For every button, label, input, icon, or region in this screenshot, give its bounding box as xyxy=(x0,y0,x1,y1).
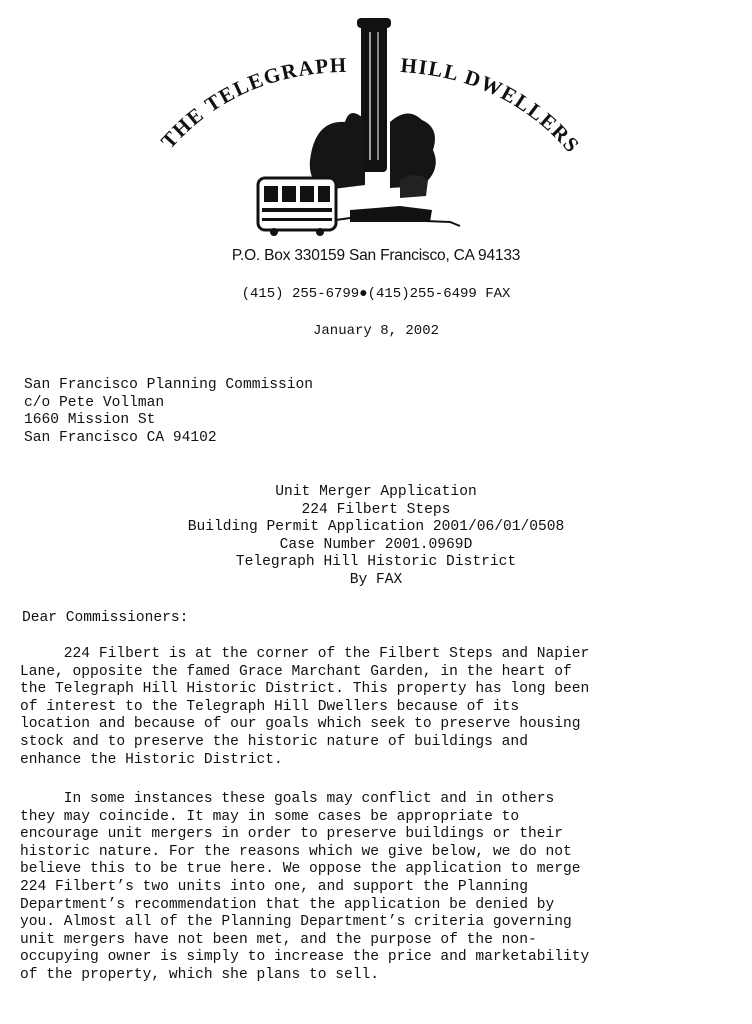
recipient-line: San Francisco Planning Commission xyxy=(24,377,314,393)
paragraph-line: stock and to preserve the historic nature of buildings and xyxy=(20,733,528,750)
salutation: Dear Commissioners: xyxy=(22,610,189,626)
subject-line: By FAX xyxy=(349,571,403,588)
paragraph-line: of the property, which she plans to sell. xyxy=(20,966,380,983)
recipient-line: 1660 Mission St xyxy=(24,412,156,429)
paragraph-line: In some instances these goals may conflict and in others xyxy=(20,791,555,807)
letterhead-address: P.O. Box 330159 San Francisco, CA 94133 xyxy=(231,247,521,264)
paragraph-line: Department’s recommendation that the application be denied by xyxy=(20,896,555,913)
paragraph-line: believe this to be true here. We oppose the application to merge xyxy=(20,861,581,878)
coit-tower-cable-car-icon xyxy=(258,18,460,236)
letter-date: January 8, 2002 xyxy=(312,323,440,339)
paragraph-line: location and because of our goals which seek to preserve housing xyxy=(20,716,581,733)
subject-line: Unit Merger Application xyxy=(275,484,477,500)
recipient-line: San Francisco CA 94102 xyxy=(24,429,217,446)
subject-line: Telegraph Hill Historic District xyxy=(235,554,517,571)
paragraph-line: occupying owner is simply to increase the price and marketability xyxy=(20,949,590,966)
subject-line: 224 Filbert Steps xyxy=(301,501,451,518)
subject-line: Case Number 2001.0969D xyxy=(279,536,473,553)
recipient-address xyxy=(24,377,313,447)
paragraph-line: enhance the Historic District. xyxy=(20,751,283,768)
paragraph-line: encourage unit mergers in order to preserve buildings or their xyxy=(20,826,563,843)
subject-line: Building Permit Application 2001/06/01/0508 xyxy=(187,519,565,536)
paragraph-line: the Telegraph Hill Historic District. This property has long been xyxy=(20,681,590,698)
letterhead-phone: (415) 255-6799●(415)255-6499 FAX xyxy=(241,286,511,302)
paragraph-line: they may coincide. It may in some cases be appropriate to xyxy=(20,808,520,825)
paragraph-line: of interest to the Telegraph Hill Dwellers because of its xyxy=(20,698,520,715)
letterhead-logo xyxy=(150,10,590,240)
subject-block xyxy=(0,484,752,590)
paragraph-line: 224 Filbert is at the corner of the Filbert Steps and Napier xyxy=(20,646,590,662)
paragraph-line: you. Almost all of the Planning Department’s criteria governing xyxy=(20,914,572,931)
body-paragraph-1 xyxy=(20,646,720,769)
paragraph-line: 224 Filbert’s two units into one, and support the Planning xyxy=(20,878,528,895)
recipient-line: c/o Pete Vollman xyxy=(24,394,165,411)
body-paragraph-2 xyxy=(20,791,720,985)
paragraph-line: unit mergers have not been met, and the purpose of the non- xyxy=(20,931,537,948)
paragraph-line: historic nature. For the reasons which we give below, we do not xyxy=(20,843,572,860)
paragraph-line: Lane, opposite the famed Grace Marchant Garden, in the heart of xyxy=(20,663,572,680)
org-name-left: THE TELEGRAPH xyxy=(156,52,349,154)
org-name-right: HILL DWELLERS xyxy=(399,52,585,158)
